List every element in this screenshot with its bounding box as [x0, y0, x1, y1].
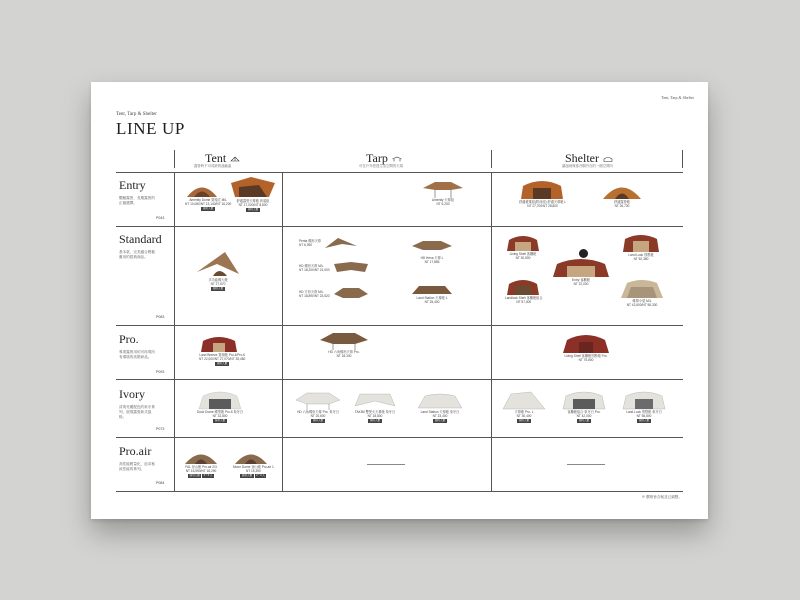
product-name: FAL 登山帳 Pro.air 2/3: [185, 465, 217, 469]
hexa-tarp-image: [295, 392, 341, 410]
catalog-page: [91, 82, 708, 519]
product-std-shelter-2[interactable]: [621, 233, 661, 261]
product-price: NT 32,800: [212, 414, 228, 418]
product-std-shelter-4[interactable]: [505, 278, 543, 304]
rule-1: [116, 226, 683, 227]
product-price: NT 52,380: [633, 257, 649, 261]
product-name: HD 方形天幕 M/L: [299, 290, 324, 294]
dome-tent-image: [233, 447, 269, 465]
dome-tent-image: [199, 335, 239, 353]
product-entry-shelter-1[interactable]: [519, 178, 566, 208]
station-tarp-image: [417, 392, 463, 410]
capacity-badge: 適用人數: [638, 419, 650, 422]
column-sub-shelter: 讓風雨與寒冷隔外在的一個空間內: [562, 164, 613, 168]
column-sub-tent: 露營時不可或缺的遮蔽處: [194, 164, 232, 168]
column-title-tent: Tent: [205, 151, 227, 165]
product-price: NT 10,080/NT 13,140/NT 16,200: [185, 202, 232, 206]
product-name: HD 蝶形天幕 M/L: [299, 264, 324, 268]
product-iv-shelter-2[interactable]: [561, 390, 607, 423]
dome-tent-image: [197, 390, 243, 410]
product-std-tarp-2[interactable]: [299, 260, 379, 276]
product-price: NT 56,800: [636, 414, 652, 418]
product-price: NT 18,890/NT 23,520: [299, 294, 330, 298]
rule-2: [116, 325, 683, 326]
product-name: Amenity 天幕組: [432, 198, 454, 202]
square-tarp-image: [333, 286, 369, 302]
product-price: NT 6,200: [436, 202, 450, 206]
grid-line-2: [282, 172, 283, 491]
row-desc-proair: 高性能輕量化，追求極致性能的系列。: [119, 462, 155, 471]
product-air-tent-2[interactable]: [233, 447, 274, 478]
shelter-image: [621, 233, 661, 253]
row-standard: [119, 232, 162, 260]
capacity-badge: 適用人數: [241, 474, 253, 477]
shelter-image: [601, 180, 643, 200]
shelter-image: [619, 277, 665, 299]
product-entry-tent-2[interactable]: [229, 175, 277, 212]
product-price: NT 18,200/NT 21,000: [299, 268, 330, 272]
shelter-image: [561, 332, 611, 354]
product-pro-tarp-1[interactable]: [319, 332, 369, 358]
product-price: NT 27,700/NT 28,800: [527, 204, 558, 208]
product-price: NT 18,340: [336, 354, 352, 358]
product-price: NT 26,730: [614, 204, 630, 208]
shelter-image: [505, 278, 541, 296]
hexa-tarp-image: [319, 332, 369, 350]
product-name: Landlock Shell 客廳帳組合: [505, 296, 543, 300]
product-pro-tent-1[interactable]: [199, 335, 245, 366]
product-std-shelter-1[interactable]: [505, 234, 541, 260]
product-name: 多功能蝶大帳: [208, 278, 228, 282]
row-entry: [119, 178, 157, 206]
row-label-entry: Entry: [119, 178, 146, 192]
capacity-badge: 適用人數: [247, 208, 259, 211]
product-iv-shelter-1[interactable]: [501, 390, 547, 423]
col-divider-1: [174, 150, 175, 168]
footer-note: ※ 價格皆含稅並已調整。: [641, 495, 682, 499]
rule-3: [116, 379, 683, 380]
product-name: HD 六角蝶形天幕 Pro. 象牙白: [297, 410, 339, 414]
capacity-badge: 適用人數: [434, 419, 446, 422]
row-page-proair: P084: [156, 481, 165, 485]
dome-tent-image: [185, 180, 219, 198]
product-name: TAKIBI 雙焚火天幕帳 象牙白: [354, 410, 396, 414]
capacity-badge: 適用人數: [202, 207, 214, 210]
product-price: NT 20,600: [310, 414, 326, 418]
row-desc-standard: 基本款，完美適合輕鬆應用的經典商品。: [119, 250, 155, 259]
grid-line-3: [491, 172, 492, 491]
empty-tarp-dash: [367, 464, 405, 465]
product-std-tarp-3[interactable]: [411, 240, 453, 264]
capacity-badge: 適用人數: [214, 419, 226, 422]
shelter-image: [501, 390, 547, 410]
product-name: Land Station 天幕帳 L: [416, 296, 448, 300]
product-price: NT 30,800: [515, 256, 531, 260]
product-name: Land Breeze 寬頻帳 Pro.4/Pro.6: [199, 353, 245, 357]
product-name: 帷幕小屋 M/L: [632, 299, 652, 303]
grid-line-1: [174, 172, 175, 491]
product-name: Amenity Dome 寬頻式 M/L: [189, 198, 227, 202]
product-name: 天幕帳 Pro. L: [514, 410, 534, 414]
column-title-tarp: Tarp: [366, 151, 388, 165]
product-name: Penta 蝶形天幕: [299, 239, 321, 243]
row-label-standard: Standard: [119, 232, 162, 246]
product-price: NT 30,400: [516, 414, 532, 418]
product-price: NT 6,390: [299, 243, 313, 247]
product-price: NT 75,800: [578, 358, 594, 362]
row-page-standard: P083: [156, 315, 165, 319]
product-price: NT 15,390: [245, 469, 261, 473]
new-badge-icon: [579, 249, 588, 258]
shelter-image: [551, 256, 611, 278]
row-proair: [119, 444, 157, 472]
wing-tarp-image: [333, 260, 369, 276]
product-price: NT 17,865: [424, 260, 440, 264]
product-name: 舒適露營天幕帳 套裝組: [236, 199, 270, 203]
product-price: NT 22,000: [573, 282, 589, 286]
penta-tarp-image: [324, 236, 358, 250]
product-name: Moon Dome 登山帳 Pro.air 1: [233, 465, 274, 469]
product-std-tarp-4[interactable]: [299, 286, 379, 302]
page-title: LINE UP: [116, 119, 185, 138]
product-pro-shelter-1[interactable]: [561, 332, 611, 362]
product-iv-tarp-1[interactable]: [295, 392, 341, 423]
capacity-badge: 適用人數: [312, 419, 324, 422]
product-iv-tarp-2[interactable]: [354, 392, 396, 423]
row-page-entry: P043: [156, 216, 165, 220]
product-name: Entry 客廳帳: [572, 278, 590, 282]
product-std-tarp-5[interactable]: [411, 282, 453, 304]
product-name: HD 六角蝶形天幕 Pro.: [328, 350, 360, 354]
col-divider-2: [491, 150, 492, 168]
row-desc-ivory: 清爽亮麗配色的象牙系列，展現露營新式風格。: [119, 405, 155, 419]
capacity-badge: 適用人數: [518, 419, 530, 422]
empty-shelter-dash: [567, 464, 605, 465]
rule-bottom: [116, 491, 683, 492]
product-std-shelter-3[interactable]: [551, 256, 611, 286]
capacity-count-badge: 2～4 人: [256, 474, 265, 477]
row-label-ivory: Ivory: [119, 387, 145, 401]
product-name: 舒適露營帳: [614, 200, 630, 204]
takibi-tarp-image: [354, 392, 396, 410]
product-name: 舒適帳篷組(附前庭) 舒適天幕帳 L: [519, 200, 567, 204]
rule-top: [116, 172, 683, 173]
capacity-badge: 適用人數: [578, 419, 590, 422]
product-name: Living Shell 客廳帳別墅帳 Pro.: [564, 354, 608, 358]
row-pro: [119, 332, 157, 360]
product-price: NT 57,000: [516, 300, 532, 304]
hexa-tarp-image: [411, 240, 453, 256]
wing-tent-image: [195, 250, 241, 278]
product-name: Land Lock 別墅帳 象牙白: [626, 410, 662, 414]
col-divider-3: [682, 150, 683, 168]
capacity-badge: 適用人數: [216, 362, 228, 365]
shelter-image: [621, 390, 667, 410]
product-name: Land Station 天幕帳 象牙白: [420, 410, 460, 414]
product-name: 客廳帳組合 象牙白 Pro.: [567, 410, 601, 414]
shelter-image: [561, 390, 607, 410]
row-page-pro: P093: [156, 370, 165, 374]
product-price: NT 16,590/NT 18,290: [185, 469, 217, 473]
product-entry-tent-1[interactable]: [185, 180, 231, 211]
product-entry-shelter-2[interactable]: [601, 180, 643, 208]
capacity-badge: 適用人數: [189, 474, 200, 477]
product-std-tent-1[interactable]: [195, 250, 241, 291]
row-page-ivory: P073: [156, 427, 165, 431]
row-label-proair: Pro.air: [119, 444, 152, 458]
dome-tent-image: [183, 447, 219, 465]
product-price: NT 27,670: [210, 282, 226, 286]
product-iv-shelter-3[interactable]: [621, 390, 667, 423]
product-entry-tarp-1[interactable]: [421, 180, 465, 206]
product-price: NT 25,400: [424, 300, 440, 304]
running-header: Tent, Tarp & Shelter: [661, 95, 694, 100]
hexa-tarp-image: [421, 180, 465, 198]
product-price: NT 23,400: [432, 414, 448, 418]
tunnel-tent-image: [229, 175, 277, 199]
row-label-pro: Pro.: [119, 332, 139, 346]
product-iv-tent-1[interactable]: [197, 390, 243, 423]
product-price: NT 22,000/NT 27,070/NT 35,480: [199, 357, 246, 361]
capacity-badge: 適用人數: [212, 287, 224, 290]
product-std-shelter-5[interactable]: [619, 277, 665, 307]
product-name: Land Lock 別墅帳: [628, 253, 654, 257]
product-name: HD Hexa 天幕 L: [420, 256, 444, 260]
product-price: NT 18,800: [367, 414, 383, 418]
product-name: Dock Dome 蝶型帳 Pro.6 象牙白: [197, 410, 244, 414]
product-std-tarp-1[interactable]: [299, 236, 379, 250]
capacity-count-badge: 2～4 人: [203, 474, 213, 477]
shelter-image: [505, 234, 541, 252]
product-price: NT 17,020/NT 8,800: [238, 203, 268, 207]
tent-icon: [230, 149, 240, 167]
product-iv-tarp-3[interactable]: [417, 392, 463, 423]
capacity-badge: 適用人數: [369, 419, 381, 422]
column-sub-tarp: 可在戶外搭建生活空間的天幕: [359, 164, 404, 168]
product-price: NT 42,600/NT 58,330: [626, 303, 658, 307]
product-air-tent-1[interactable]: [183, 447, 219, 478]
station-tarp-image: [411, 282, 453, 296]
rule-4: [116, 437, 683, 438]
row-ivory: [119, 387, 157, 420]
product-name: Living Shell 客廳帳: [509, 252, 537, 256]
shelter-image: [519, 178, 565, 200]
row-desc-pro: 專業露營用的可再現所有環境的高階商品。: [119, 350, 155, 359]
page-subtitle: Tent, Tarp & Shelter: [116, 112, 157, 117]
column-title-shelter: Shelter: [565, 151, 599, 165]
row-desc-entry: 體驗露營、長期露營的正確選擇。: [119, 196, 155, 205]
product-price: NT 42,000: [576, 414, 592, 418]
